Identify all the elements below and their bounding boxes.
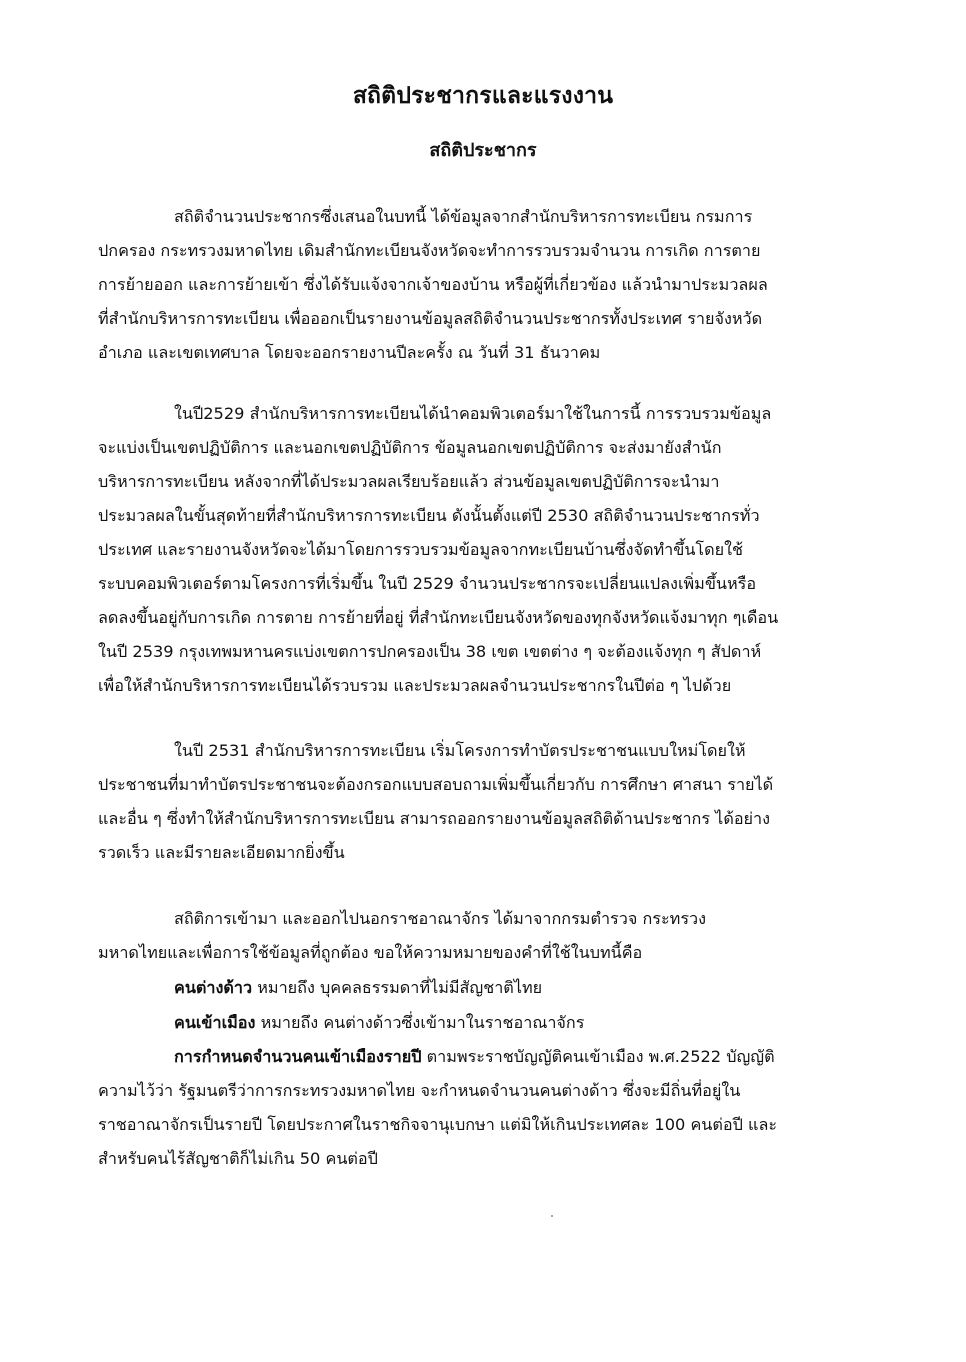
definition-immigrant [174, 1006, 864, 1040]
paragraph-line: ระบบคอมพิวเตอร์ตามโครงการที่เริ่มขึ้น ในปี 2529 จำนวนประชากรจะเปลี่ยนแปลงเพิ่มขึ้นหรือ [98, 574, 757, 593]
definition-alien [174, 971, 864, 1005]
paragraph-line: เพื่อให้สำนักบริหารการทะเบียนได้รวบรวม และประมวลผลจำนวนประชากรในปีต่อ ๆ ไปด้วย [98, 676, 732, 695]
paragraph-computerization [98, 397, 864, 703]
paragraph-line: ปกครอง กระทรวงมหาดไทย เดิมสำนักทะเบียนจังหวัดจะทำการรวบรวมจำนวน การเกิด การตาย [98, 241, 761, 260]
paragraph-line: ประมวลผลในขั้นสุดท้ายที่สำนักบริหารการทะเบียน ดังนั้นตั้งแต่ปี 2530 สถิติจำนวนประชากรทั่ว [98, 506, 760, 525]
paragraph-line [98, 1040, 864, 1074]
paragraph-line: ลดลงขึ้นอยู่กับการเกิด การตาย การย้ายที่อยู่ ที่สำนักทะเบียนจังหวัดของทุกจังหวัดแจ้งมาทุก ๆเดือน [98, 608, 779, 627]
scan-speck [551, 1215, 553, 1217]
paragraph-line: ในปี2529 สำนักบริหารการทะเบียนได้นำคอมพิวเตอร์มาใช้ในการนี้ การรวบรวมข้อมูล [174, 404, 772, 423]
quota-term: การกำหนดจำนวนคนเข้าเมืองรายปี [174, 1047, 422, 1066]
definition-text: หมายถึง บุคคลธรรมดาที่ไม่มีสัญชาติไทย [252, 978, 543, 997]
paragraph-line: รวดเร็ว และมีรายละเอียดมากยิ่งขึ้น [98, 843, 345, 862]
definition-term: คนเข้าเมือง [174, 1013, 256, 1032]
quota-text: ตามพระราชบัญญัติคนเข้าเมือง พ.ศ.2522 บัญญัติ [421, 1047, 775, 1066]
paragraph-immigration-source [98, 902, 864, 970]
definition-text: หมายถึง คนต่างด้าวซึ่งเข้ามาในราชอาณาจักร [255, 1013, 585, 1032]
paragraph-population-source [98, 200, 864, 370]
paragraph-line: สถิติการเข้ามา และออกไปนอกราชอาณาจักร ได้มาจากกรมตำรวจ กระทรวง [174, 909, 707, 928]
section-subtitle: สถิติประชากร [429, 140, 537, 161]
paragraph-annual-quota [98, 1040, 864, 1176]
paragraph-line: ความไว้ว่า รัฐมนตรีว่าการกระทรวงมหาดไทย จะกำหนดจำนวนคนต่างด้าว ซึ่งจะมีถิ่นที่อยู่ใน [98, 1081, 741, 1100]
paragraph-id-card-project [98, 734, 864, 870]
paragraph-line: สถิติจำนวนประชากรซึ่งเสนอในบทนี้ ได้ข้อมูลจากสำนักบริหารการทะเบียน กรมการ [174, 207, 753, 226]
paragraph-line: มหาดไทยและเพื่อการใช้ข้อมูลที่ถูกต้อง ขอให้ความหมายของคำที่ใช้ในบทนี้คือ [98, 943, 643, 962]
paragraph-line: ในปี 2531 สำนักบริหารการทะเบียน เริ่มโครงการทำบัตรประชาชนแบบใหม่โดยให้ [174, 741, 746, 760]
paragraph-line: ประเทศ และรายงานจังหวัดจะได้มาโดยการรวบรวมข้อมูลจากทะเบียนบ้านซึ่งจัดทำขึ้นโดยใช้ [98, 540, 743, 559]
paragraph-line: สำหรับคนไร้สัญชาติก็ไม่เกิน 50 คนต่อปี [98, 1149, 378, 1168]
paragraph-line: จะแบ่งเป็นเขตปฏิบัติการ และนอกเขตปฏิบัติการ ข้อมูลนอกเขตปฏิบัติการ จะส่งมายังสำนัก [98, 438, 722, 457]
paragraph-line: อำเภอ และเขตเทศบาล โดยจะออกรายงานปีละครั้ง ณ วันที่ 31 ธันวาคม [98, 343, 601, 362]
page-title: สถิติประชากรและแรงงาน [352, 83, 614, 109]
paragraph-line: ราชอาณาจักรเป็นรายปี โดยประกาศในราชกิจจานุเบกษา แต่มิให้เกินประเทศละ 100 คนต่อปี และ [98, 1115, 778, 1134]
paragraph-line: บริหารการทะเบียน หลังจากที่ได้ประมวลผลเรียบร้อยแล้ว ส่วนข้อมูลเขตปฏิบัติการจะนำมา [98, 472, 720, 491]
paragraph-line: ที่สำนักบริหารการทะเบียน เพื่อออกเป็นรายงานข้อมูลสถิติจำนวนประชากรทั้งประเทศ รายจังหวัด [98, 309, 763, 328]
paragraph-line: และอื่น ๆ ซึ่งทำให้สำนักบริหารการทะเบียน สามารถออกรายงานข้อมูลสถิติด้านประชากร ได้อย่าง [98, 809, 771, 828]
definition-term: คนต่างด้าว [174, 978, 253, 997]
paragraph-line: ในปี 2539 กรุงเทพมหานครแบ่งเขตการปกครองเป็น 38 เขต เขตต่าง ๆ จะต้องแจ้งทุก ๆ สัปดาห์ [98, 642, 762, 661]
paragraph-line: การย้ายออก และการย้ายเข้า ซึ่งได้รับแจ้งจากเจ้าของบ้าน หรือผู้ที่เกี่ยวข้อง แล้วนำมาประมวลผล [98, 275, 768, 294]
paragraph-line: ประชาชนที่มาทำบัตรประชาชนจะต้องกรอกแบบสอบถามเพิ่มขึ้นเกี่ยวกับ การศึกษา ศาสนา รายได้ [98, 775, 774, 794]
